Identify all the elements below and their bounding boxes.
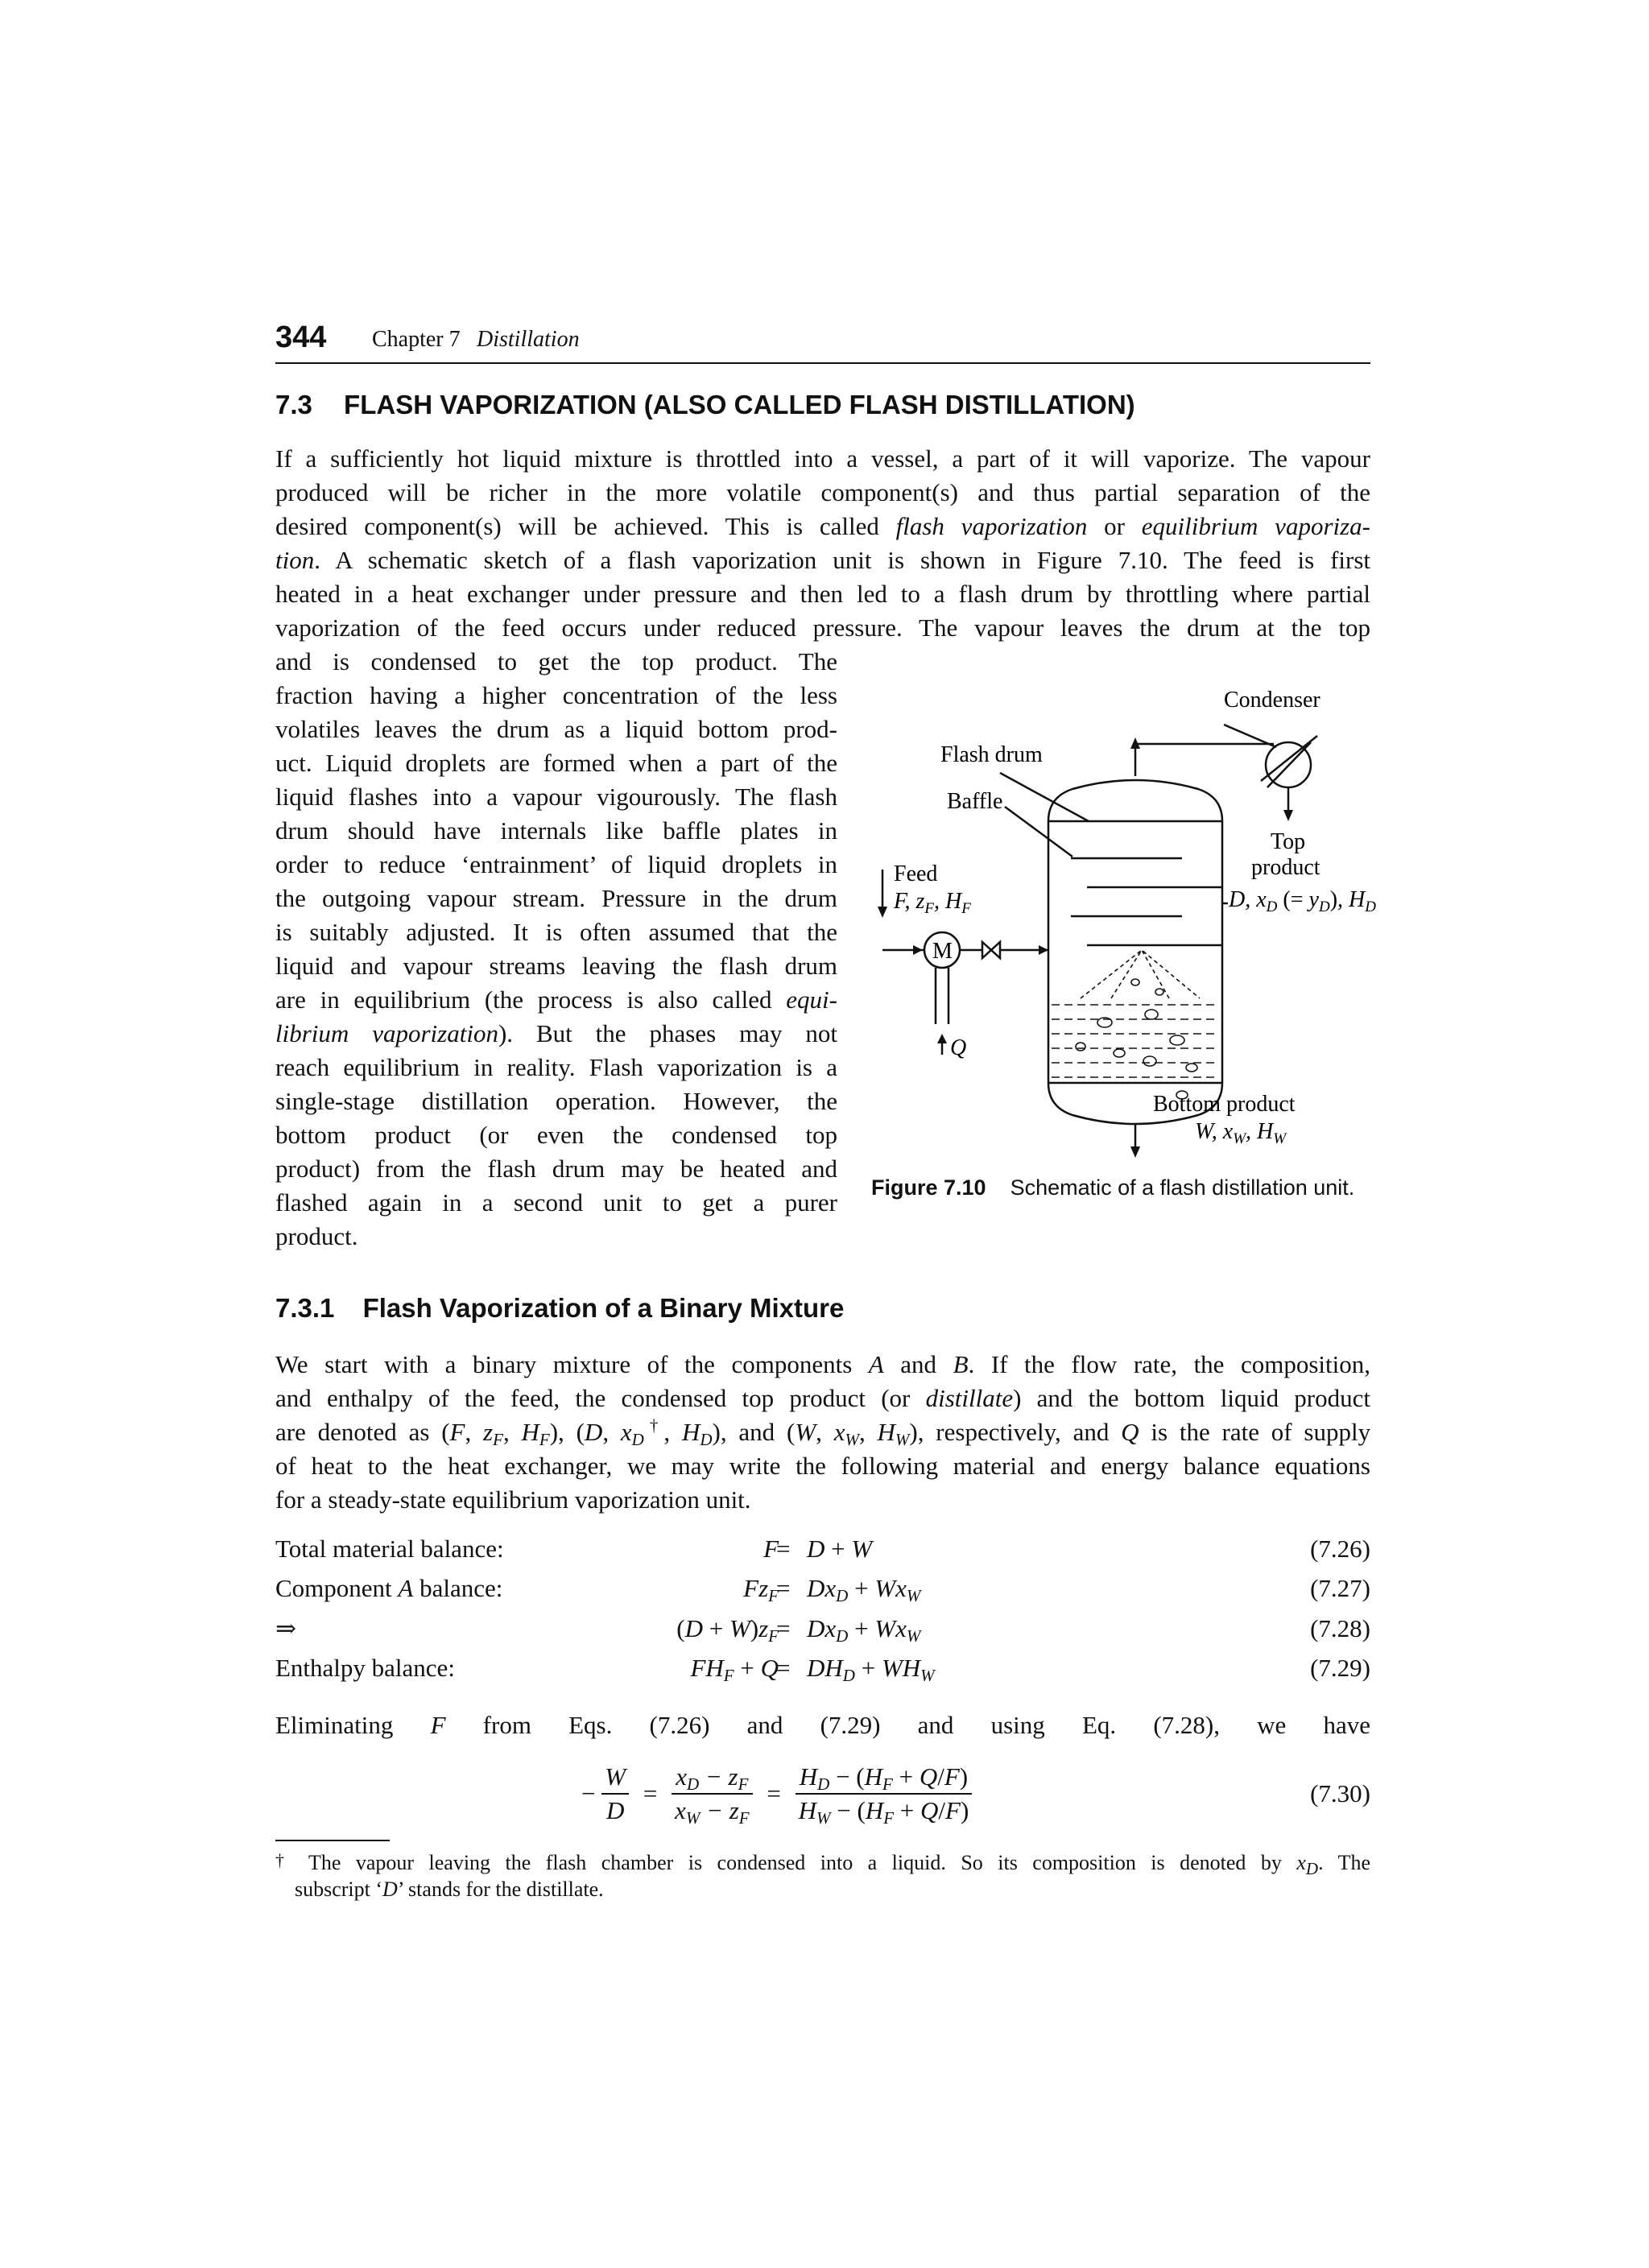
implies-symbol: ⇒ bbox=[275, 1614, 296, 1642]
equation-number: (7.26) bbox=[1310, 1535, 1370, 1563]
figure-caption-text: Schematic of a flash distillation unit. bbox=[1010, 1175, 1355, 1200]
feed-vars-label: F, $z_F$, $H_F$ bbox=[894, 889, 971, 917]
equation-7-26: Total material balance: F = D + W (7.26) bbox=[275, 1532, 1370, 1566]
chapter-label: Chapter 7 bbox=[372, 327, 461, 352]
page-header bbox=[275, 320, 1370, 361]
throttle-valve bbox=[982, 942, 1000, 958]
footnote: † The vapour leaving the flash chamber is condensed into a liquid. So its composition is denoted by $x_D$. The subscript ‘D’ stands for the distillate. bbox=[275, 1850, 1370, 1901]
equation-7-30: − $\frac{W}{D}$ = $\frac{x_D - z_F}{x_W - z_F}$ = $\frac{H_D - (H_F + Q/F)}{H_W - (H_F + Q/F)}$ bbox=[581, 1761, 972, 1827]
flash-distillation-schematic bbox=[870, 676, 1401, 1159]
subsection-number: 7.3.1 bbox=[275, 1293, 335, 1323]
top-vars-label: D, $x_D$ (= $y_D$), $H_D$ bbox=[1229, 887, 1376, 915]
heat-label: Q bbox=[950, 1035, 967, 1060]
baffle-label: Baffle bbox=[947, 789, 1003, 814]
paragraph-eliminating: Eliminating F from Eqs. (7.26) and (7.29) and using Eq. (7.28), we have bbox=[275, 1711, 1371, 1739]
section-heading bbox=[275, 390, 1135, 420]
equation-number: (7.28) bbox=[1310, 1614, 1370, 1642]
flash-drum-shell bbox=[1048, 780, 1222, 1124]
section-title: FLASH VAPORIZATION (ALSO CALLED FLASH DISTILLATION) bbox=[344, 390, 1135, 419]
figure-7-10 bbox=[870, 676, 1401, 1175]
pump-label: M bbox=[932, 939, 953, 964]
equation-number: (7.29) bbox=[1310, 1654, 1370, 1682]
component-balance-label: Component A balance: bbox=[275, 1574, 503, 1602]
equation-7-27: Component A balance: $Fz_F$ = $Dx_D + Wx_W$ (7.27) bbox=[275, 1572, 1370, 1605]
equation-7-29: Enthalpy balance: $FH_F + Q$ = $DH_D + WH_W$ (7.29) bbox=[275, 1651, 1370, 1685]
figure-caption-label: Figure 7.10 bbox=[871, 1175, 986, 1200]
chapter-title: Distillation bbox=[477, 327, 580, 352]
feed-label: Feed bbox=[894, 861, 938, 886]
flash-drum-label: Flash drum bbox=[940, 742, 1043, 767]
enthalpy-balance-label: Enthalpy balance: bbox=[275, 1654, 455, 1682]
paragraph-intro-column: and is condensed to get the top product. The fraction having a higher concentration of the less volatiles leaves the drum as a liquid bottom prod- uct. Liquid droplets are formed when a part of the liquid flashes into a vapour vigourously. The flash drum should have internals like baffle plates in order to reduce ‘entrainment’ of liquid droplets in the outgoing vapour stream. Pressure in the drum is suitably adjusted. It is often assumed that the liquid and vapour streams leaving the flash drum are in equilibrium (the process is also called equi- librium vaporization). But the phases may not reach equilibrium in reality. Flash vaporization is a single-stage distillation operation. However, the bottom product (or even the condensed top product) from the flash drum may be heated and flashed again in a second unit to get a purer product. bbox=[275, 647, 837, 1250]
footnote-rule bbox=[275, 1840, 390, 1841]
equation-7-28: ⇒ $(D + W)z_F$ = $Dx_D + Wx_W$ (7.28) bbox=[275, 1612, 1370, 1646]
paragraph-intro: If a sufficiently hot liquid mixture is throttled into a vessel, a part of it will vaporize. The vapour produced will be richer in the more volatile component(s) and thus partial separation of the desired component(s) will be achieved. This is called flash vaporization or equilibrium vaporiza- tion. A schematic sketch of a flash vaporization unit is shown in Figure 7.10. The feed is first heated in a heat exchanger under pressure and then led to a flash drum by throttling where partial vaporization of the feed occurs under reduced pressure. The vapour leaves the drum at the top bbox=[275, 444, 1371, 642]
equation-number-7-30: (7.30) bbox=[1310, 1779, 1370, 1807]
subsection-title: Flash Vaporization of a Binary Mixture bbox=[362, 1293, 845, 1323]
top-label: Top bbox=[1271, 829, 1306, 854]
product-label: product bbox=[1251, 855, 1320, 880]
condenser-label: Condenser bbox=[1224, 688, 1320, 713]
total-balance-label: Total material balance: bbox=[275, 1535, 504, 1563]
paragraph-binary: We start with a binary mixture of the components A and B. If the flow rate, the composition, and enthalpy of the feed, the condensed top product (or distillate) and the bottom liquid product are denoted as (F, $z_F$, $H_F$), (D, $x_D^\dagger$, $H_D$), and (W, $x_W$, $H_W$), respectively, and Q is the rate of supply of heat to the heat exchanger, we may write the following material and energy balance equations for a steady-state equilibrium vaporization unit. bbox=[275, 1350, 1371, 1514]
header-rule bbox=[275, 362, 1370, 364]
equation-number: (7.27) bbox=[1310, 1574, 1370, 1602]
bottom-product-label: Bottom product bbox=[1153, 1092, 1296, 1117]
bottom-vars-label: W, $x_W$, $H_W$ bbox=[1195, 1119, 1287, 1147]
page-number: 344 bbox=[275, 320, 327, 354]
figure-caption bbox=[871, 1175, 1354, 1200]
subsection-heading bbox=[275, 1293, 844, 1324]
section-number: 7.3 bbox=[275, 390, 312, 419]
